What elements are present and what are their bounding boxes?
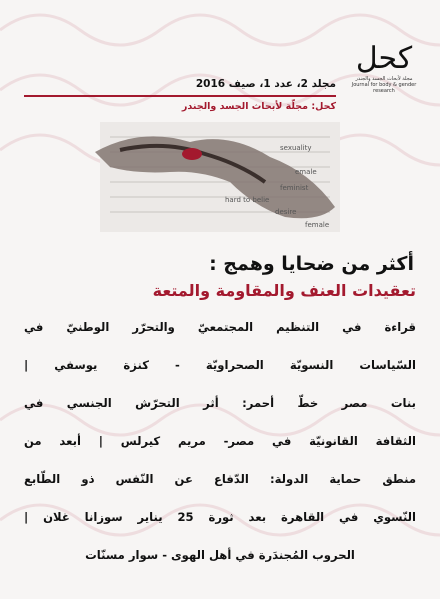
artwork-word: feminist xyxy=(280,184,309,192)
artwork-word: desire xyxy=(275,208,297,216)
contents-line: الحروب المُجندَرة في أهل الهوى - سوار مسنّات xyxy=(85,548,355,562)
contents-line: النّسوي في القاهرة بعد ثورة 25 يناير سوزانا غلان | xyxy=(24,510,416,524)
artwork-word: female xyxy=(305,221,330,229)
cover-title-main: أكثر من ضحايا وهمج : xyxy=(209,253,414,275)
contents-list xyxy=(24,318,416,584)
header-divider xyxy=(24,95,336,97)
contents-line: منطق حماية الدولة: الدّفاع عن النّفس ذو الطّابع xyxy=(24,472,416,486)
logo-subtitle-english: Journal for body & gender research xyxy=(351,82,417,94)
journal-logo xyxy=(348,42,420,94)
contents-line: بنات مصر خطّ أحمر: أثر التحرّش الجنسي في xyxy=(24,396,416,410)
cover-artwork xyxy=(80,112,370,242)
artwork-word: sexuality xyxy=(280,144,312,152)
contents-line: السّياسات النسويّة الصحراويّة - كنزة يوسفي | xyxy=(24,358,416,372)
issue-info: مجلد 2، عدد 1، صيف 2016 xyxy=(195,78,336,90)
journal-subtitle: كحل: مجلّة لأبحاث الجسد والجندر xyxy=(181,101,336,112)
artwork-word: hard to belie xyxy=(225,196,270,204)
contents-line: قراءة في التنظيم المجتمعيّ والتحرّر الوطنيّ في xyxy=(24,320,416,334)
logo-wordmark: كحل xyxy=(355,41,413,76)
contents-line: الثقافة القانونيّة في مصر- مريم كيرلس | أبعد من xyxy=(24,434,416,448)
artwork-word: emale xyxy=(295,168,317,176)
logo-subtitle-arabic: مجلة لأبحاث الجسد والجندر xyxy=(355,76,413,82)
cover-title-sub: تعقيدات العنف والمقاومة والمتعة xyxy=(152,281,416,300)
